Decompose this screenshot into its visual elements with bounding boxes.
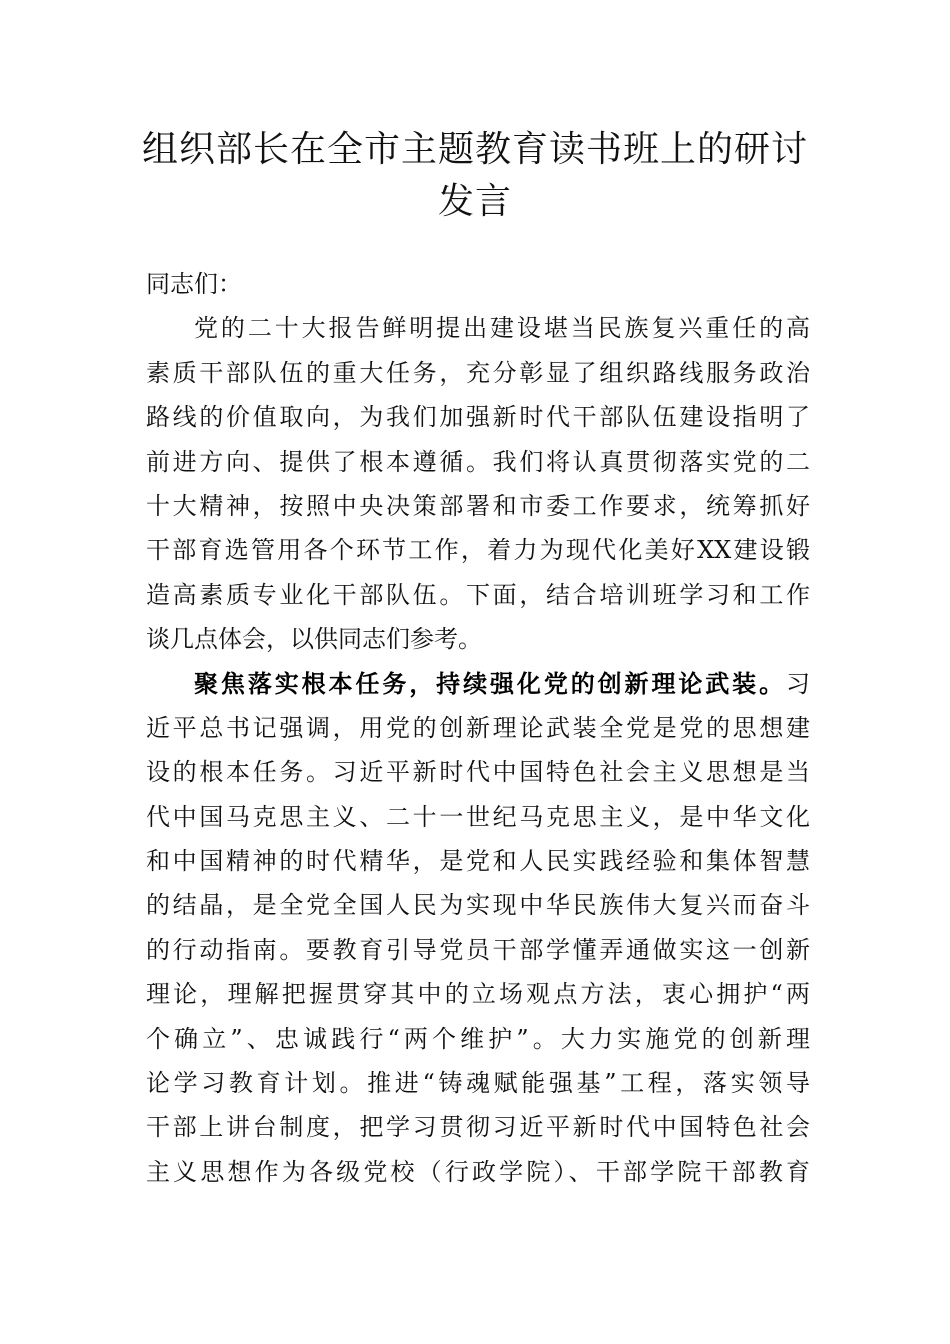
document-title bbox=[100, 124, 850, 228]
paragraph-1-line: 路线的价值取向，为我们加强新时代干部队伍建设指明了 bbox=[146, 403, 810, 432]
title-line-1: 组织部长在全市主题教育读书班上的研讨 bbox=[141, 129, 808, 170]
paragraph-2-line: 代中国马克思主义、二十一世纪马克思主义，是中华文化 bbox=[146, 802, 810, 831]
paragraph-2-line: 个确立”、忠诚践行“两个维护”。大力实施党的创新理 bbox=[146, 1024, 810, 1053]
paragraph-2-line: 论学习教育计划。推进“铸魂赋能强基”工程，落实领导 bbox=[146, 1069, 810, 1098]
paragraph-1-line: 前进方向、提供了根本遵循。我们将认真贯彻落实党的二 bbox=[146, 447, 810, 476]
paragraph-2-heading: 聚焦落实根本任务，持续强化党的创新理论武装。 bbox=[194, 669, 786, 698]
paragraph-1 bbox=[146, 306, 810, 661]
salutation: 同志们： bbox=[146, 270, 242, 298]
document-body bbox=[146, 262, 810, 1194]
paragraph-1-line: 谈几点体会，以供同志们参考。 bbox=[146, 625, 482, 654]
paragraph-1-line: 素质干部队伍的重大任务，充分彰显了组织路线服务政治 bbox=[146, 358, 810, 387]
paragraph-2-line: 的结晶，是全党全国人民为实现中华民族伟大复兴而奋斗 bbox=[146, 891, 810, 920]
paragraph-2-first-line bbox=[146, 662, 810, 706]
paragraph-2 bbox=[146, 662, 810, 1195]
paragraph-2-line: 近平总书记强调，用党的创新理论武装全党是党的思想建 bbox=[146, 713, 810, 742]
title-line-2: 发言 bbox=[437, 181, 512, 222]
paragraph-1-line: 十大精神，按照中央决策部署和市委工作要求，统筹抓好 bbox=[146, 491, 810, 520]
paragraph-2-line: 和中国精神的时代精华，是党和人民实践经验和集体智慧 bbox=[146, 847, 810, 876]
paragraph-2-line: 设的根本任务。习近平新时代中国特色社会主义思想是当 bbox=[146, 758, 810, 787]
paragraph-1-line: 干部育选管用各个环节工作，着力为现代化美好XX建设锻 bbox=[146, 536, 810, 565]
paragraph-2-line: 主义思想作为各级党校（行政学院）、干部学院干部教育 bbox=[146, 1157, 810, 1186]
paragraph-1-line: 造高素质专业化干部队伍。下面，结合培训班学习和工作 bbox=[146, 580, 810, 609]
paragraph-2-line: 干部上讲台制度，把学习贯彻习近平新时代中国特色社会 bbox=[146, 1113, 810, 1142]
paragraph-2-line: 理论，理解把握贯穿其中的立场观点方法，衷心拥护“两 bbox=[146, 980, 810, 1009]
paragraph-1-line: 党的二十大报告鲜明提出建设堪当民族复兴重任的高 bbox=[194, 314, 810, 343]
paragraph-2-first-line-tail: 习 bbox=[786, 669, 810, 698]
paragraph-2-line: 的行动指南。要教育引导党员干部学懂弄通做实这一创新 bbox=[146, 935, 810, 964]
